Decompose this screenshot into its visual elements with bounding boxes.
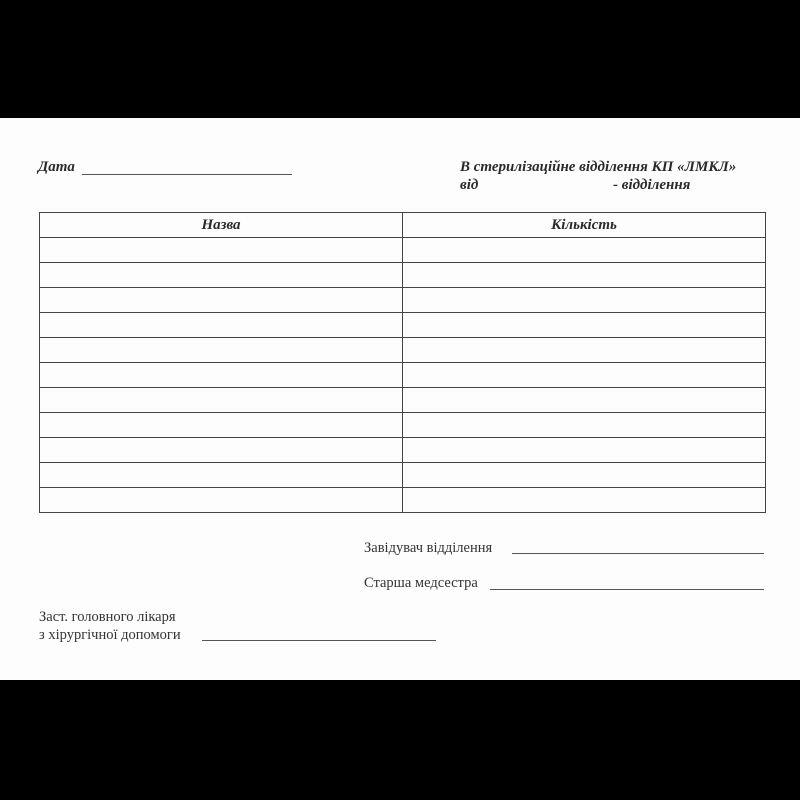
items-table — [39, 212, 766, 513]
name-cell[interactable] — [40, 413, 403, 438]
from-label: від — [460, 177, 479, 193]
table-row — [40, 463, 766, 488]
department-suffix: - відділення — [613, 177, 691, 193]
date-label: Дата — [38, 159, 75, 175]
quantity-cell[interactable] — [403, 388, 766, 413]
table-row — [40, 263, 766, 288]
name-cell[interactable] — [40, 313, 403, 338]
table-row — [40, 488, 766, 513]
column-header-name: Назва — [40, 213, 403, 238]
name-cell[interactable] — [40, 238, 403, 263]
name-cell[interactable] — [40, 363, 403, 388]
quantity-cell[interactable] — [403, 438, 766, 463]
name-cell[interactable] — [40, 338, 403, 363]
column-header-quantity: Кількість — [403, 213, 766, 238]
table-row — [40, 388, 766, 413]
table-row — [40, 338, 766, 363]
head-of-department-label: Завідувач відділення — [364, 540, 493, 556]
quantity-cell[interactable] — [403, 463, 766, 488]
quantity-cell[interactable] — [403, 288, 766, 313]
table-row — [40, 238, 766, 263]
name-cell[interactable] — [40, 263, 403, 288]
quantity-cell[interactable] — [403, 363, 766, 388]
quantity-cell[interactable] — [403, 238, 766, 263]
table-header-row — [40, 213, 766, 238]
name-cell[interactable] — [40, 388, 403, 413]
name-cell[interactable] — [40, 438, 403, 463]
deputy-label-line2: з хірургічної допомоги — [39, 627, 181, 643]
quantity-cell[interactable] — [403, 313, 766, 338]
deputy-signature-line[interactable] — [202, 640, 436, 641]
date-field-line[interactable] — [82, 174, 292, 175]
table-row — [40, 313, 766, 338]
quantity-cell[interactable] — [403, 338, 766, 363]
name-cell[interactable] — [40, 288, 403, 313]
table-row — [40, 363, 766, 388]
deputy-label-line1: Заст. головного лікаря — [39, 609, 176, 625]
name-cell[interactable] — [40, 463, 403, 488]
quantity-cell[interactable] — [403, 413, 766, 438]
table-row — [40, 288, 766, 313]
senior-nurse-signature-line[interactable] — [490, 589, 764, 590]
table-row — [40, 438, 766, 463]
quantity-cell[interactable] — [403, 488, 766, 513]
form-page — [0, 118, 800, 680]
table-row — [40, 413, 766, 438]
head-of-department-signature-line[interactable] — [512, 553, 764, 554]
senior-nurse-label: Старша медсестра — [364, 575, 478, 591]
destination-title: В стерилізаційне відділення КП «ЛМКЛ» — [460, 159, 737, 175]
quantity-cell[interactable] — [403, 263, 766, 288]
name-cell[interactable] — [40, 488, 403, 513]
